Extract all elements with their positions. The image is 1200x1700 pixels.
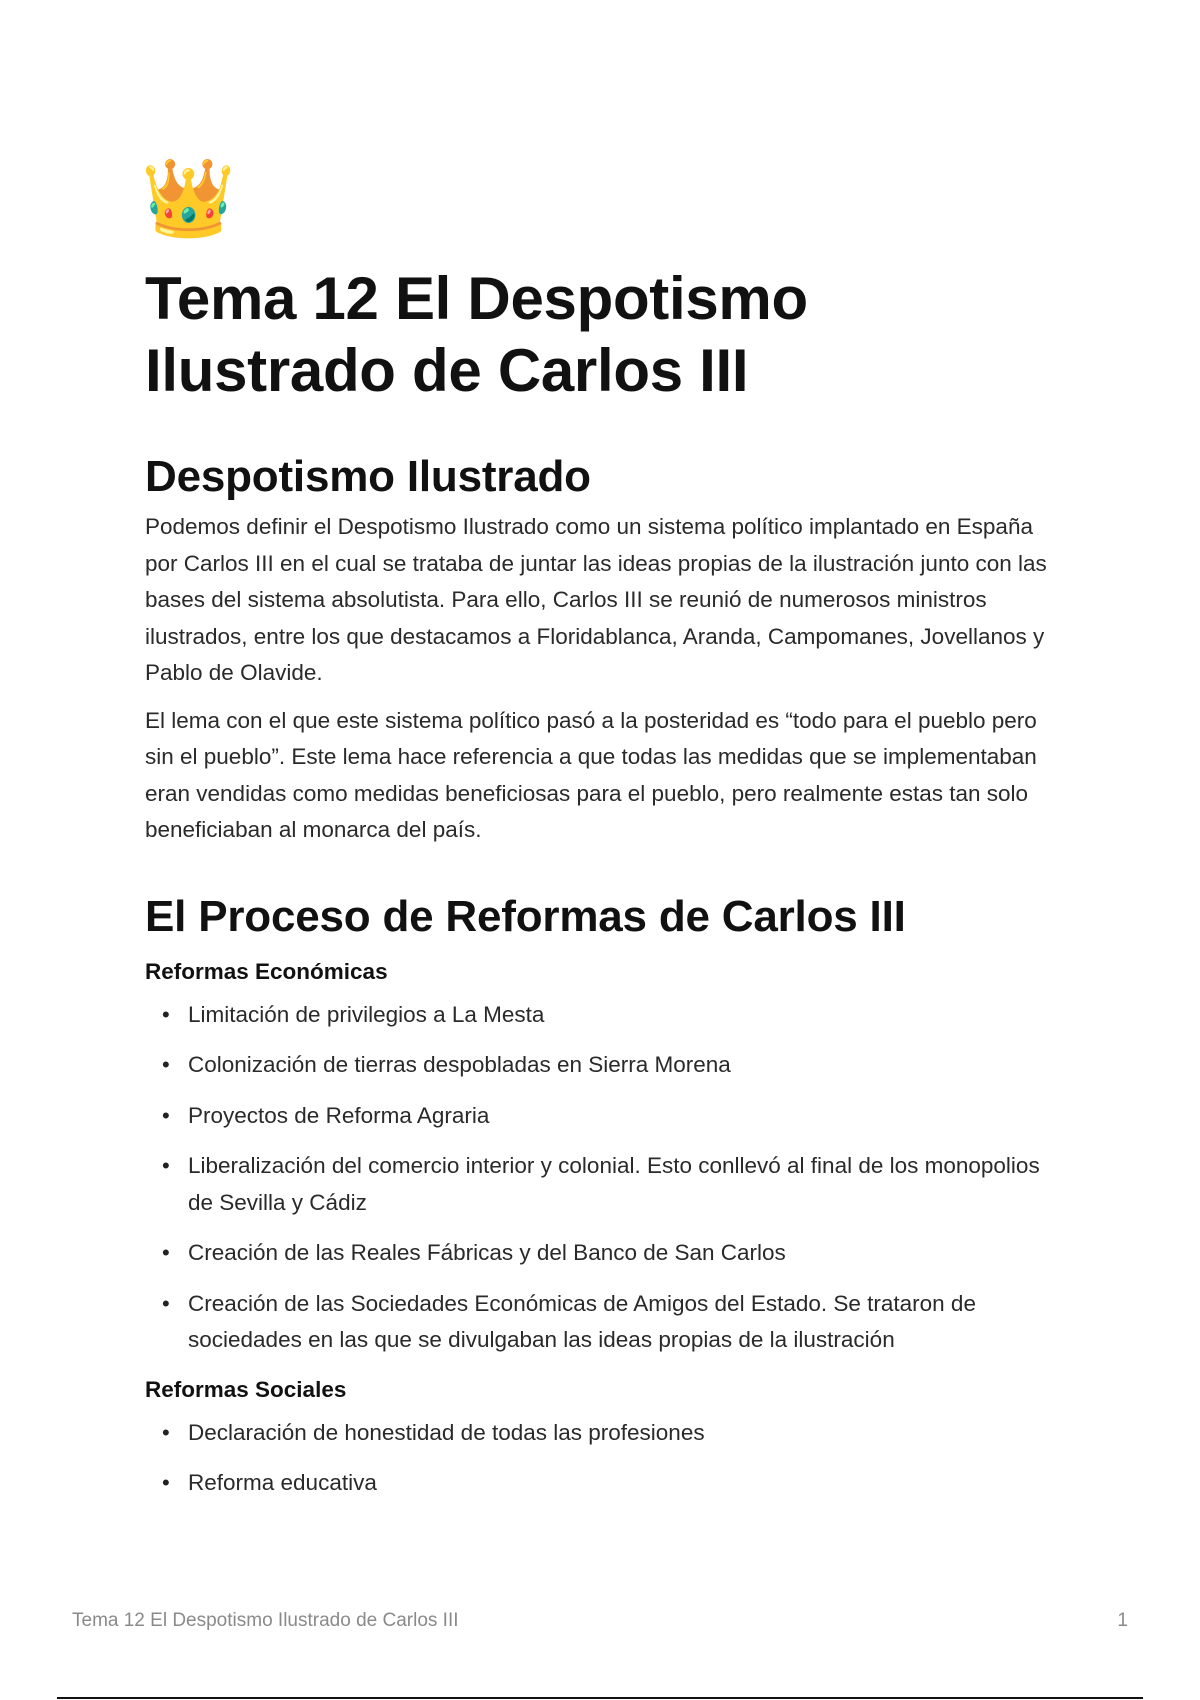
bullet-icon: • [162, 1290, 170, 1316]
list-item-text: Limitación de privilegios a La Mesta [188, 1001, 545, 1027]
bullet-list [145, 997, 1065, 1359]
list-item [145, 1047, 1065, 1084]
list-item [145, 1286, 1065, 1359]
list-item [145, 997, 1065, 1034]
bullet-icon: • [162, 1470, 170, 1495]
list-item-text: Creación de las Reales Fábricas y del Banco de San Carlos [188, 1240, 786, 1265]
section-despotismo-ilustrado [145, 451, 1065, 849]
list-item-text: Liberalización del comercio interior y colonial. Esto conllevó al final de los monopolios de Sevilla y Cádiz [188, 1153, 1040, 1215]
section-heading: El Proceso de Reformas de Carlos III [145, 891, 906, 941]
list-item-text: Colonización de tierras despobladas en Sierra Morena [188, 1052, 731, 1077]
paragraph: Podemos definir el Despotismo Ilustrado como un sistema político implantado en España por Carlos III en el cual se trataba de juntar las ideas propias de la ilustración junto con las bases del sistema absolutista. Para ello, Carlos III se reunió de numerosos ministros ilustrados, entre los que destacamos a Floridablanca, Aranda, Campomanes, Jovellanos y Pablo de Olavide. [145, 514, 1047, 685]
bullet-icon: • [162, 1419, 170, 1445]
list-item-text: Declaración de honestidad de todas las profesiones [188, 1419, 705, 1445]
subsection-heading: Reformas Sociales [145, 1376, 347, 1402]
paragraph: El lema con el que este sistema político pasó a la posteridad es “todo para el pueblo pero sin el pueblo”. Este lema hace referencia a que todas las medidas que se implementaban eran vendidas como medidas beneficiosas para el pueblo, pero realmente estas tan solo beneficiaban al monarca del país. [145, 707, 1037, 842]
footer-title: Tema 12 El Despotismo Ilustrado de Carlos III [72, 1610, 459, 1631]
bullet-icon: • [162, 1052, 170, 1077]
list-item [145, 1235, 1065, 1272]
page-number: 1 [1117, 1610, 1128, 1631]
page-footer [72, 1610, 1128, 1632]
list-item-text: Proyectos de Reforma Agraria [188, 1102, 490, 1128]
subsection-heading: Reformas Económicas [145, 958, 388, 984]
page-content [141, 155, 1065, 1516]
section-proceso-reformas [145, 891, 1065, 1502]
bullet-list [145, 1415, 1065, 1502]
bullet-icon: • [162, 1240, 170, 1265]
page-bottom-divider [57, 1697, 1143, 1699]
section-heading: Despotismo Ilustrado [145, 452, 591, 501]
list-item-text: Creación de las Sociedades Económicas de Amigos del Estado. Se trataron de sociedades en las que se divulgaban las ideas propias de la ilustración [188, 1290, 976, 1352]
crown-icon: 👑 [141, 156, 236, 241]
list-item [145, 1148, 1065, 1221]
list-item [145, 1415, 1065, 1452]
page-title: Tema 12 El Despotismo Ilustrado de Carlos III [145, 265, 808, 404]
bullet-icon: • [162, 1102, 170, 1128]
bullet-icon: • [162, 1001, 170, 1027]
list-item [145, 1465, 1065, 1502]
list-item-text: Reforma educativa [188, 1470, 377, 1495]
bullet-icon: • [162, 1153, 170, 1178]
list-item [145, 1098, 1065, 1135]
